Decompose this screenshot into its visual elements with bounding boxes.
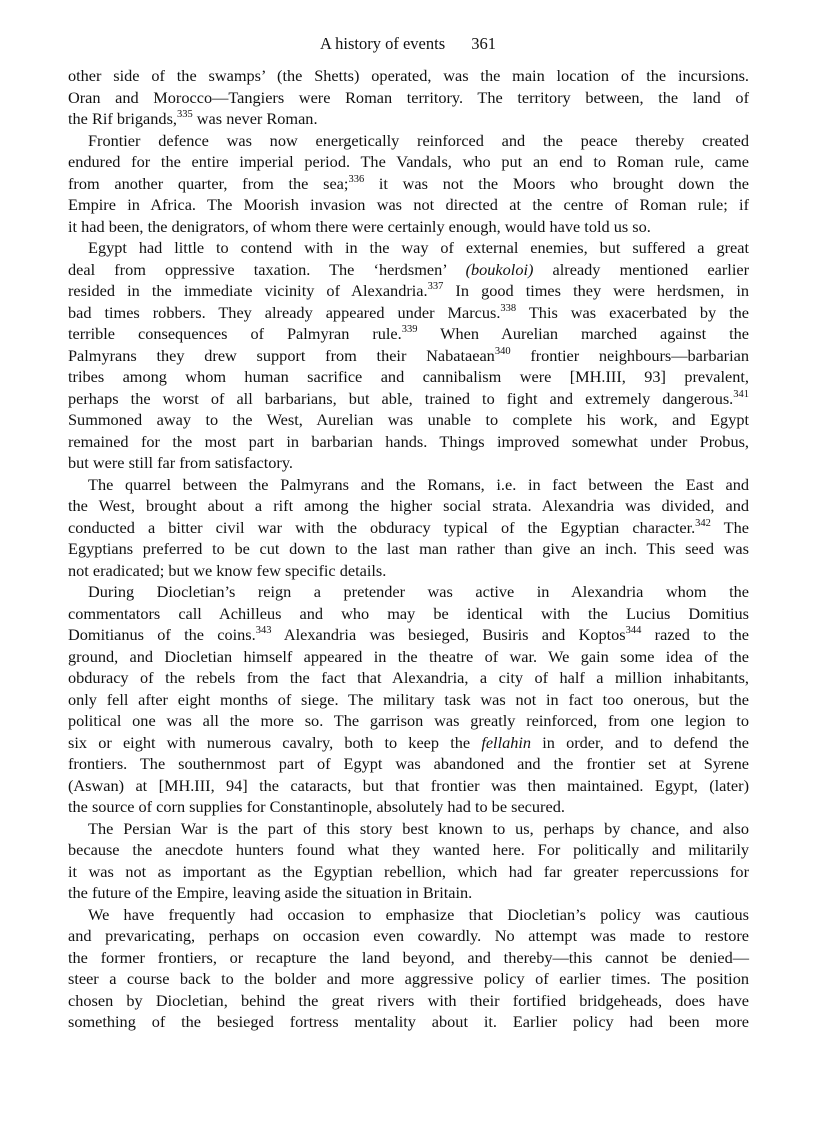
text-run: Egypt had little to contend with in the way of external enemies, but suffered a great: [88, 238, 749, 257]
text-run: the West, brought about a rift among the higher social strata. Alexandria was divided, and: [68, 496, 749, 515]
text-line: [68, 216, 749, 238]
text-run: it was not the Moors who brought down the: [364, 173, 749, 193]
text-line: [68, 538, 749, 560]
paragraph: [68, 904, 749, 1033]
paragraph: [68, 818, 749, 904]
text-run: only fell after eight months of siege. The military task was not in fact too onerous, but the: [68, 689, 749, 709]
text-run: the Rif brigands,: [68, 109, 177, 128]
running-title: A history of events: [320, 34, 446, 53]
paragraph: [68, 474, 749, 582]
text-run: the source of corn supplies for Constantinople, absolutely had to be secured.: [68, 797, 565, 816]
footnote-ref: 338: [500, 302, 517, 314]
text-run: something of the besieged fortress mentality about it. Earlier policy had been more: [68, 1012, 749, 1031]
text-run: but were still far from satisfactory.: [68, 453, 293, 472]
text-run: The Persian War is the part of this story best known to us, perhaps by chance, and also: [88, 818, 749, 838]
text-run: Egyptians preferred to be cut down to the last man rather than give an inch. This seed was: [68, 539, 749, 558]
text-line: [68, 108, 749, 130]
text-run: political one was all the more so. The garrison was greatly reinforced, from one legion to: [68, 711, 749, 730]
text-line: [68, 904, 749, 926]
text-line: [68, 302, 749, 324]
text-run: from another quarter, from the sea;: [68, 173, 349, 193]
text-run: During Diocletian’s reign a pretender was active in Alexandria whom the: [88, 582, 749, 601]
text-line: [68, 1011, 749, 1033]
text-run: Palmyrans they drew support from their Nabataean: [68, 345, 495, 365]
text-run: other side of the swamps’ (the Shetts) operated, was the main location of the incursions.: [68, 66, 749, 85]
text-run: conducted a bitter civil war with the obduracy typical of the Egyptian character.: [68, 517, 696, 537]
footnote-ref: 340: [494, 345, 511, 357]
text-run: steer a course back to the bolder and more aggressive policy of earlier times. The position: [68, 969, 749, 988]
text-line: [68, 775, 749, 797]
text-line: [68, 861, 749, 883]
paragraph: [68, 65, 749, 130]
text-run: endured for the entire imperial period. The Vandals, who put an end to Roman rule, came: [68, 152, 749, 171]
text-run: ground, and Diocletian himself appeared in the theatre of war. We gain some idea of the: [68, 646, 749, 666]
text-line: [68, 452, 749, 474]
text-run: not eradicated; but we know few specific details.: [68, 560, 387, 580]
text-run: it had been, the denigrators, of whom there were certainly enough, would have told us so.: [68, 216, 651, 236]
text-line: [68, 517, 749, 539]
text-run: When Aurelian marched against the: [417, 324, 749, 343]
text-run: already mentioned earlier: [533, 259, 749, 279]
text-line: [68, 753, 749, 775]
text-line: [68, 710, 749, 732]
text-line: [68, 409, 749, 431]
footnote-ref: 344: [625, 625, 642, 636]
text-line: [68, 581, 749, 603]
text-line: [68, 839, 749, 861]
text-line: [68, 151, 749, 173]
text-line: [68, 947, 749, 969]
text-run: remained for the most part in barbarian hands. Things improved somewhat under Probus,: [68, 431, 749, 451]
text-run: commentators call Achilleus and who may be identical with the Lucius Domitius: [68, 603, 749, 623]
body-text: [68, 65, 749, 1033]
text-run: frontiers. The southernmost part of Egypt was abandoned and the frontier set at Syrene: [68, 754, 749, 773]
text-line: [68, 87, 749, 109]
text-line: [68, 990, 749, 1012]
text-run: This was exacerbated by the: [516, 302, 749, 322]
text-line: [68, 431, 749, 453]
text-run: terrible consequences of Palmyran rule.: [68, 324, 402, 343]
text-run: Summoned away to the West, Aurelian was unable to complete his work, and Egypt: [68, 410, 749, 429]
text-run: Empire in Africa. The Moorish invasion was not directed at the centre of Roman rule; if: [68, 195, 749, 214]
running-header: [0, 34, 816, 54]
text-line: [68, 667, 749, 689]
text-line: [68, 345, 749, 367]
text-run: in order, and to defend the: [531, 732, 749, 752]
text-run: In good times they were herdsmen, in: [443, 281, 750, 300]
italic-term: fellahin: [481, 732, 532, 752]
text-line: [68, 603, 749, 625]
text-run: Oran and Morocco—Tangiers were Roman territory. The territory between, the land of: [68, 87, 749, 107]
text-line: [68, 732, 749, 754]
text-line: [68, 130, 749, 152]
text-run: razed to the: [641, 625, 750, 644]
text-run: tribes among whom human sacrifice and cannibalism were [MH.III, 93] prevalent,: [68, 367, 749, 386]
text-line: [68, 796, 749, 818]
text-run: deal from oppressive taxation. The ‘herdsmen’: [68, 259, 466, 279]
text-line: [68, 65, 749, 87]
footnote-ref: 341: [733, 388, 749, 400]
text-run: the former frontiers, or recapture the land beyond, and thereby—this cannot be denied—: [68, 947, 749, 967]
text-run: six or eight with numerous cavalry, both to keep the: [68, 732, 482, 752]
text-line: [68, 237, 749, 259]
footnote-ref: 339: [401, 324, 418, 335]
text-run: resided in the immediate vicinity of Alexandria.: [68, 281, 428, 300]
text-run: Alexandria was besieged, Busiris and Koptos: [271, 625, 626, 644]
footnote-ref: 343: [255, 625, 272, 636]
text-run: obduracy of the rebels from the fact that Alexandria, a city of half a million inhabitants,: [68, 668, 749, 687]
text-line: [68, 388, 749, 410]
text-run: perhaps the worst of all barbarians, but able, trained to fight and extremely dangerous.: [68, 388, 734, 408]
text-run: Domitianus of the coins.: [68, 625, 256, 644]
text-line: [68, 194, 749, 216]
text-line: [68, 259, 749, 281]
text-line: [68, 323, 749, 345]
text-line: [68, 366, 749, 388]
text-line: [68, 968, 749, 990]
text-line: [68, 624, 749, 646]
paragraph: [68, 237, 749, 474]
footnote-ref: 335: [176, 109, 193, 120]
text-line: [68, 925, 749, 947]
text-run: bad times robbers. They already appeared under Marcus.: [68, 302, 501, 322]
paragraph: [68, 130, 749, 238]
text-run: because the anecdote hunters found what they wanted here. For politically and militarily: [68, 840, 749, 859]
text-run: it was not as important as the Egyptian rebellion, which had far greater repercussions for: [68, 861, 749, 881]
text-run: and prevaricating, perhaps on occasion even cowardly. No attempt was made to restore: [68, 926, 749, 945]
text-line: [68, 173, 749, 195]
text-run: The: [710, 517, 749, 537]
text-line: [68, 280, 749, 302]
text-line: [68, 474, 749, 496]
text-line: [68, 495, 749, 517]
italic-term: (boukoloi): [465, 259, 534, 279]
text-run: The quarrel between the Palmyrans and the Romans, i.e. in fact between the East and: [88, 474, 749, 494]
page-number: 361: [471, 34, 496, 53]
text-run: We have frequently had occasion to emphasize that Diocletian’s policy was cautious: [88, 904, 749, 924]
text-run: Frontier defence was now energetically reinforced and the peace thereby created: [88, 130, 749, 150]
text-run: chosen by Diocletian, behind the great rivers with their fortified bridgeheads, does have: [68, 990, 749, 1010]
text-line: [68, 560, 749, 582]
text-line: [68, 646, 749, 668]
footnote-ref: 342: [695, 517, 711, 529]
text-run: was never Roman.: [192, 109, 318, 128]
text-run: (Aswan) at [MH.III, 94] the cataracts, but that frontier was then maintained. Egypt, (later): [68, 775, 749, 795]
text-line: [68, 689, 749, 711]
paragraph: [68, 581, 749, 818]
text-line: [68, 818, 749, 840]
footnote-ref: 336: [348, 173, 365, 185]
text-run: the future of the Empire, leaving aside the situation in Britain.: [68, 883, 473, 902]
footnote-ref: 337: [427, 281, 444, 292]
text-run: frontier neighbours—barbarian: [510, 345, 749, 365]
text-line: [68, 882, 749, 904]
